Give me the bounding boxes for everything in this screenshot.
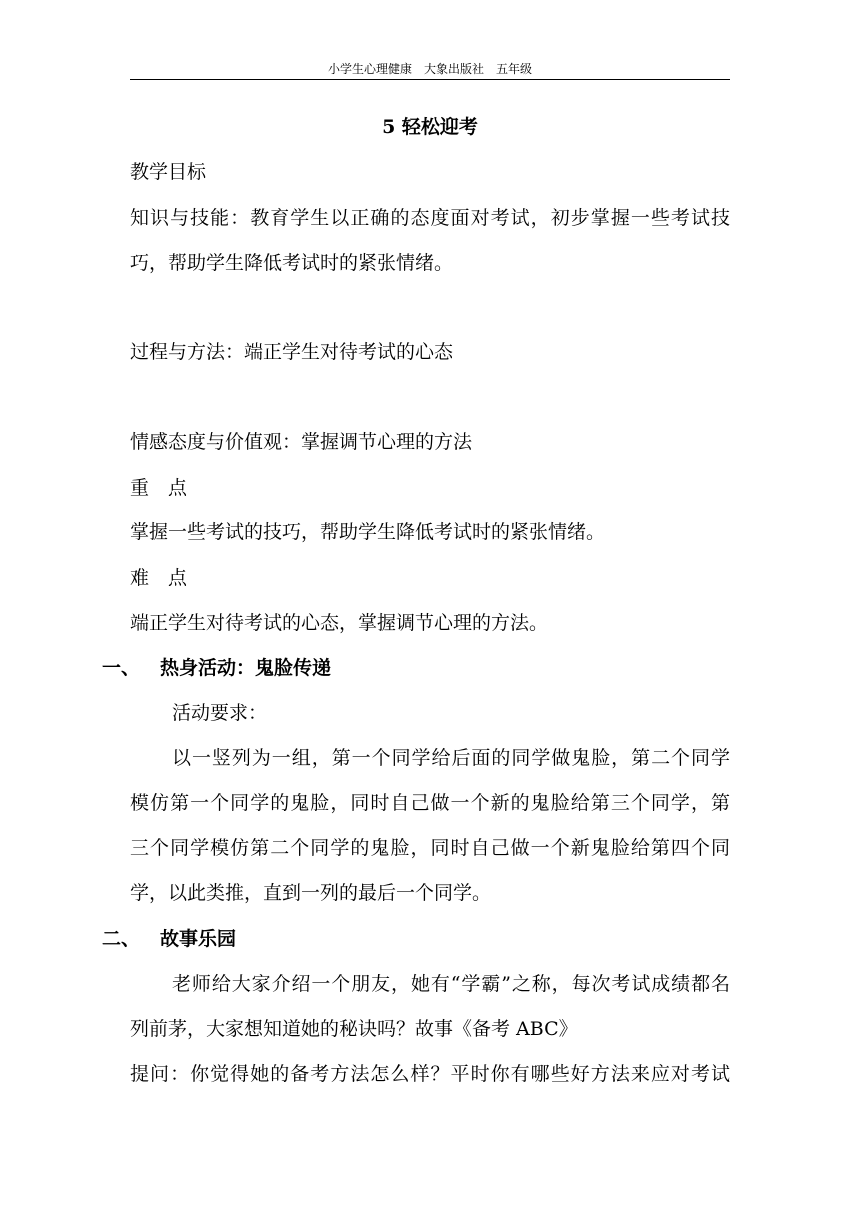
section-1-number: 一、 <box>102 657 141 679</box>
section-2-title: 故事乐园 <box>160 928 237 950</box>
knowledge-line-2: 巧，帮助学生降低考试时的紧张情绪。 <box>130 252 454 274</box>
objectives-heading: 教学目标 <box>130 161 207 183</box>
page-header: 小学生心理健康 大象出版社 五年级 <box>327 62 532 76</box>
difficulty-heading: 难 点 <box>130 567 188 589</box>
section-2-number: 二、 <box>102 928 141 950</box>
paragraph-line: 以一竖列为一组，第一个同学给后面的同学做鬼脸，第二个同学 <box>172 747 730 769</box>
paragraph-line: 老师给大家介绍一个朋友，她有“学霸”之称，每次考试成绩都名 <box>172 973 730 995</box>
paragraph-line: 提问：你觉得她的备考方法怎么样？平时你有哪些好方法来应对考试 <box>130 1063 730 1085</box>
knowledge-line-1: 知识与技能：教育学生以正确的态度面对考试，初步掌握一些考试技 <box>130 207 730 229</box>
difficulty-text: 端正学生对待考试的心态，掌握调节心理的方法。 <box>130 612 549 634</box>
paragraph-line: 三个同学模仿第二个同学的鬼脸，同时自己做一个新鬼脸给第四个同 <box>130 837 730 859</box>
section-1-title: 热身活动：鬼脸传递 <box>160 657 332 679</box>
lesson-title: 5 轻松迎考 <box>382 116 478 138</box>
header-rule <box>130 79 730 80</box>
key-point-heading: 重 点 <box>130 477 188 499</box>
process-method: 过程与方法：端正学生对待考试的心态 <box>130 341 454 363</box>
paragraph-line: 学，以此类推，直到一列的最后一个同学。 <box>130 882 492 904</box>
activity-requirement-label: 活动要求： <box>172 702 268 724</box>
paragraph-line: 列前茅，大家想知道她的秘诀吗？故事《备考 ABC》 <box>130 1018 578 1040</box>
key-point-text: 掌握一些考试的技巧，帮助学生降低考试时的紧张情绪。 <box>130 521 606 543</box>
paragraph-line: 模仿第一个同学的鬼脸，同时自己做一个新的鬼脸给第三个同学，第 <box>130 792 730 814</box>
emotion-values: 情感态度与价值观：掌握调节心理的方法 <box>130 431 473 453</box>
